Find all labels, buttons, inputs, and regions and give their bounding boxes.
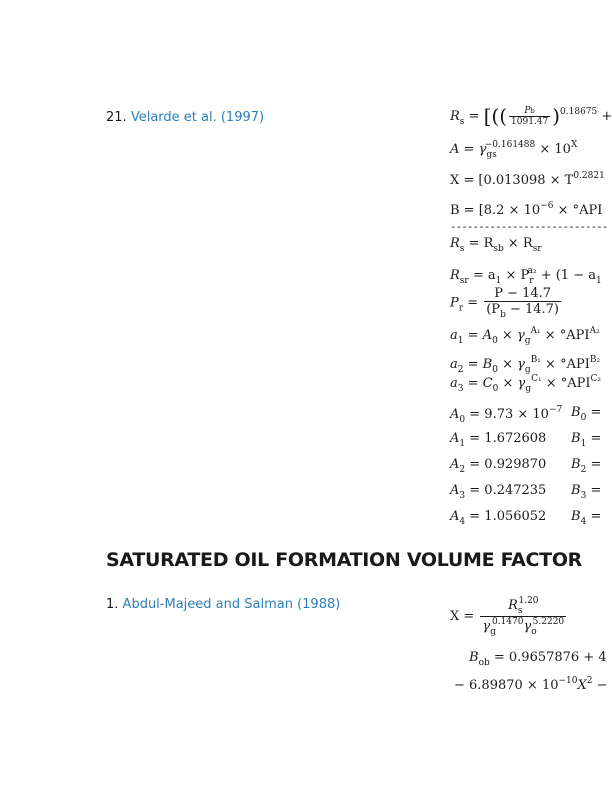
entry-21: [106, 110, 264, 125]
equation-b: $B = [8.2 \times 10^{-6} \times ^\circ API$: [450, 201, 603, 218]
section-heading: SATURATED OIL FORMATION VOLUME FACTOR: [106, 549, 582, 571]
equation-a3: $a_3 = C_0 \times \gamma_g^{C_1} \times ^\circ API^{C_2}$: [450, 374, 602, 394]
equation-bob-line1: $B_{ob} = 0.9657876 + 4$: [469, 650, 607, 668]
equation-pr: $P_r$ = $\frac{P - 14.7}{(P_b - 14.7)}$: [450, 286, 560, 320]
equation-rs-product: $R_s = R_{sb} \times R_{sr}$: [450, 236, 542, 254]
separator-line: ----------------------------: [450, 220, 608, 233]
coefficient-b: $B_0$ =: [571, 405, 602, 423]
coefficient-row: $A_3 = 0.247235$: [450, 483, 547, 501]
citation-link[interactable]: Velarde et al. (1997): [130, 110, 265, 125]
equation-rs-main: $R_s$ = [(( $\frac{Pb}{1091.47}$ )$^{0.18675}$ +: [450, 104, 612, 128]
citation-link[interactable]: Abdul-Majeed and Salman (1988): [122, 597, 341, 612]
equation-x: $X = [0.013098 \times T^{0.2821}$: [450, 171, 605, 188]
equation-bob-line2: − $6.89870 \times 10^{-10}X^2$ −: [454, 676, 608, 693]
equation-rsr: $R_{sr} = a_1 \times P_r^{a_2} + (1 - a_1$: [450, 266, 602, 286]
coefficient-row: $A_4 = 1.056052$: [450, 509, 547, 527]
entry-1: [106, 597, 340, 612]
coefficient-b: $B_4$ =: [571, 509, 602, 527]
coefficient-row: $A_0 = 9.73 \times 10^{-7}$: [450, 405, 563, 425]
equation-bob-x: X = $\frac{R_s^{1.20}}{\gamma_g^{0.1470}\gamma_o^{5.2220}}$: [450, 596, 565, 637]
entry-number: 1.: [106, 597, 119, 612]
equation-a1: $a_1 = A_0 \times \gamma_g^{A_1} \times ^\circ API^{A_2}$: [450, 326, 600, 346]
equation-a: $A = \gamma_{gs}^{-0.161488} \times 10^X$: [450, 140, 578, 160]
coefficient-b: $B_2$ =: [571, 457, 602, 475]
coefficient-b: $B_3$ =: [571, 483, 602, 501]
entry-number: 21.: [106, 110, 127, 125]
equation-a2: $a_2 = B_0 \times \gamma_g^{B_1} \times ^\circ API^{B_2}$: [450, 355, 601, 375]
coefficient-row: $A_2 = 0.929870$: [450, 457, 547, 475]
coefficient-b: $B_1$ =: [571, 431, 602, 449]
coefficient-row: $A_1 = 1.672608$: [450, 431, 547, 449]
